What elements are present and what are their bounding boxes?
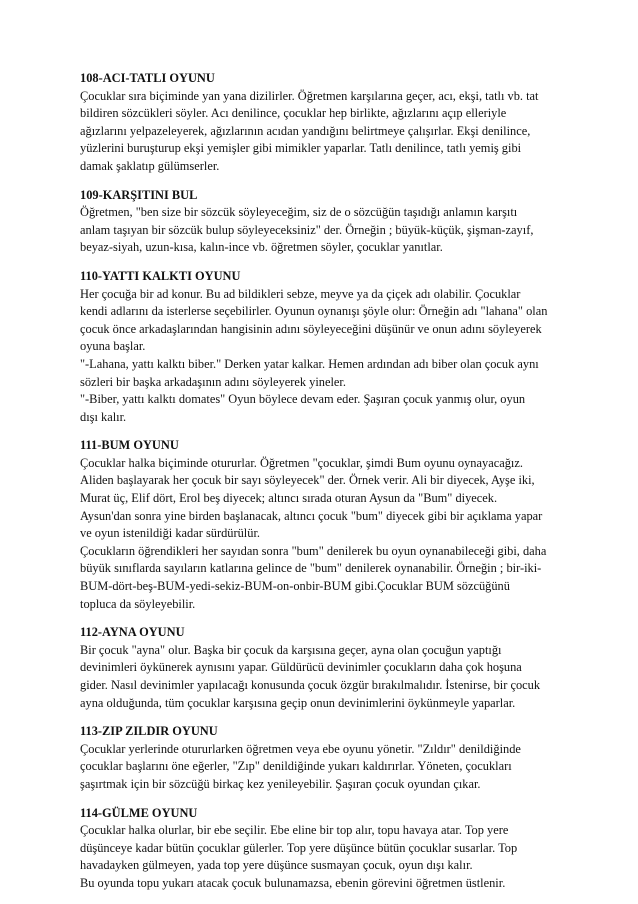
- paragraph-line: Çocuklar yerlerinde otururlarken öğretmen veya ebe oyunu yönetir. "Zıldır" denildiğinde: [80, 741, 521, 756]
- paragraph-line: sözleri bir başka arkadaşının adını söyleyerek yineler.: [80, 374, 346, 389]
- paragraph-line: ağızlarını yelpazeleyerek, ağızlarının acıdan yandığını belirtmeye çalışırlar. Ekşi denilince,: [80, 123, 531, 138]
- paragraph-line: Her çocuğa bir ad konur. Bu ad bildikleri sebze, meyve ya da çiçek adı olabilir. Çocuklar: [80, 286, 521, 301]
- paragraph-line: BUM-dört-beş-BUM-yedi-sekiz-BUM-on-onbir-BUM gibi.Çocuklar BUM sözcüğünü: [80, 579, 510, 594]
- paragraph-line: bildiren sözcükleri söyler. Acı denilince, çocuklar hep birlikte, ağızlarını açıp elleriyle: [80, 106, 507, 121]
- paragraph-line: ve oyun istenildiği kadar sürdürülür.: [80, 526, 260, 541]
- paragraph-line: kendi adlarını da isterlerse seçebilirler. Oyunun oynanışı şöyle olur: Örneğin adı "lahana" olan: [80, 304, 548, 319]
- paragraph-line: Bu oyunda topu yukarı atacak çocuk bulunamazsa, ebenin görevini öğretmen üstlenir.: [80, 875, 506, 890]
- paragraph-line: Çocukların öğrendikleri her sayıdan sonra "bum" denilerek bu oyun oynanabileceği gibi, daha: [80, 543, 547, 558]
- paragraph-line: dışı kalır.: [80, 409, 127, 424]
- paragraph-line: "-Lahana, yattı kalktı biber." Derken yatar kalkar. Hemen ardından adı biber olan çocuk aynı: [80, 356, 539, 371]
- paragraph-line: havadayken gülmeyen, yada top yere düşünce susmayan çocuk, oyun dışı kalır.: [80, 858, 473, 873]
- section-title: 111-BUM OYUNU: [80, 438, 179, 453]
- paragraph-line: devinimleri öykünerek aynısını yapar. Güldürücü devinimler çocukların daha çok hoşuna: [80, 660, 522, 675]
- section-title: 110-YATTI KALKTI OYUNU: [80, 268, 241, 283]
- game-section: [80, 268, 566, 426]
- section-title: 109-KARŞITINI BUL: [80, 187, 198, 202]
- game-section: [80, 805, 566, 893]
- paragraph-line: düşünceye kadar bütün çocuklar gülerler. Top yere düşünce bütün çocuklar susarlar. Top: [80, 840, 518, 855]
- paragraph-line: ayna olduğunda, tüm çocuklar karşısına geçip onun devinimlerini öykünmeyle yaparlar.: [80, 695, 516, 710]
- paragraph-line: çocuk önce arkadaşlarından hangisinin adını söyleyeceğini düşünür ve onun adını söyleyerek: [80, 321, 542, 336]
- paragraph-line: gider. Nasıl devinimler yapılacağı konusunda çocuk özgür bırakılmalıdır. İstenirse, bir çocuk: [80, 678, 541, 692]
- paragraph-line: Murat üç, Elif dört, Erol beş diyecek; altıncı sırada oturan Aysun da "Bum" diyecek.: [80, 491, 498, 506]
- paragraph-line: şaşırtmak için bir sözcüğü birkaç kez yenileyebilir. Şaşıran çocuk oyundan çıkar.: [80, 776, 481, 791]
- document-page: [80, 70, 566, 904]
- paragraph-line: Çocuklar sıra biçiminde yan yana dizilirler. Öğretmen karşılarına geçer, acı, ekşi, tatlı vb. tat: [80, 88, 539, 103]
- section-title: 114-GÜLME OYUNU: [80, 805, 198, 820]
- paragraph-line: büyük sınıflarda sayıların katlarına gelince de "bum" denilerek oynanabilir. Örneğin ; bir-iki-: [80, 561, 542, 576]
- paragraph-line: Aliden başlayarak her çocuk bir sayı söyleyecek" der. Örnek verir. Ali bir diyecek, Ayşe iki,: [80, 473, 535, 488]
- paragraph-line: anlam taşıyan bir sözcük bulup söyleyeceksiniz" der. Örneğin ; büyük-küçük, şişman-zayıf,: [80, 222, 534, 237]
- game-section: [80, 723, 566, 793]
- game-section: [80, 624, 566, 712]
- paragraph-line: topluca da söyleyebilir.: [80, 596, 196, 611]
- section-title: 113-ZIP ZILDIR OYUNU: [80, 724, 218, 739]
- paragraph-line: Aysun'dan sonra yine birden başlanacak, altıncı çocuk "bum" diyecek gibi bir açıklama yapar: [80, 508, 543, 523]
- game-section: [80, 187, 566, 257]
- game-section: [80, 437, 566, 613]
- paragraph-line: Öğretmen, "ben size bir sözcük söyleyeceğim, siz de o sözcüğün taşıdığı anlamın karşıtı: [80, 205, 518, 220]
- paragraph-line: beyaz-siyah, uzun-kısa, kalın-ince vb. öğretmen söyler, çocuklar yanıtlar.: [80, 240, 443, 255]
- section-title: 112-AYNA OYUNU: [80, 625, 185, 640]
- game-section: [80, 70, 566, 176]
- paragraph-line: damak şaklatıp gülümserler.: [80, 158, 220, 173]
- paragraph-line: yüzlerini buruşturup ekşi yemişler gibi mimikler yaparlar. Tatlı denilince, tatlı yemiş gibi: [80, 141, 522, 156]
- paragraph-line: Çocuklar halka biçiminde otururlar. Öğretmen "çocuklar, şimdi Bum oyunu oynayacağız.: [80, 455, 523, 470]
- paragraph-line: Çocuklar halka olurlar, bir ebe seçilir. Ebe eline bir top alır, topu havaya atar. Top yere: [80, 823, 509, 838]
- paragraph-line: çocuklar başlarını öne eğerler, "Zıp" denildiğinde yukarı kaldırırlar. Yöneten, çocukları: [80, 759, 512, 774]
- paragraph-line: Bir çocuk "ayna" olur. Başka bir çocuk da karşısına geçer, ayna olan çocuğun yaptığı: [80, 642, 502, 657]
- section-title: 108-ACI-TATLI OYUNU: [80, 71, 215, 85]
- paragraph-line: "-Biber, yattı kalktı domates" Oyun böylece devam eder. Şaşıran çocuk yanmış olur, oyun: [80, 392, 526, 407]
- paragraph-line: oyuna başlar.: [80, 339, 146, 354]
